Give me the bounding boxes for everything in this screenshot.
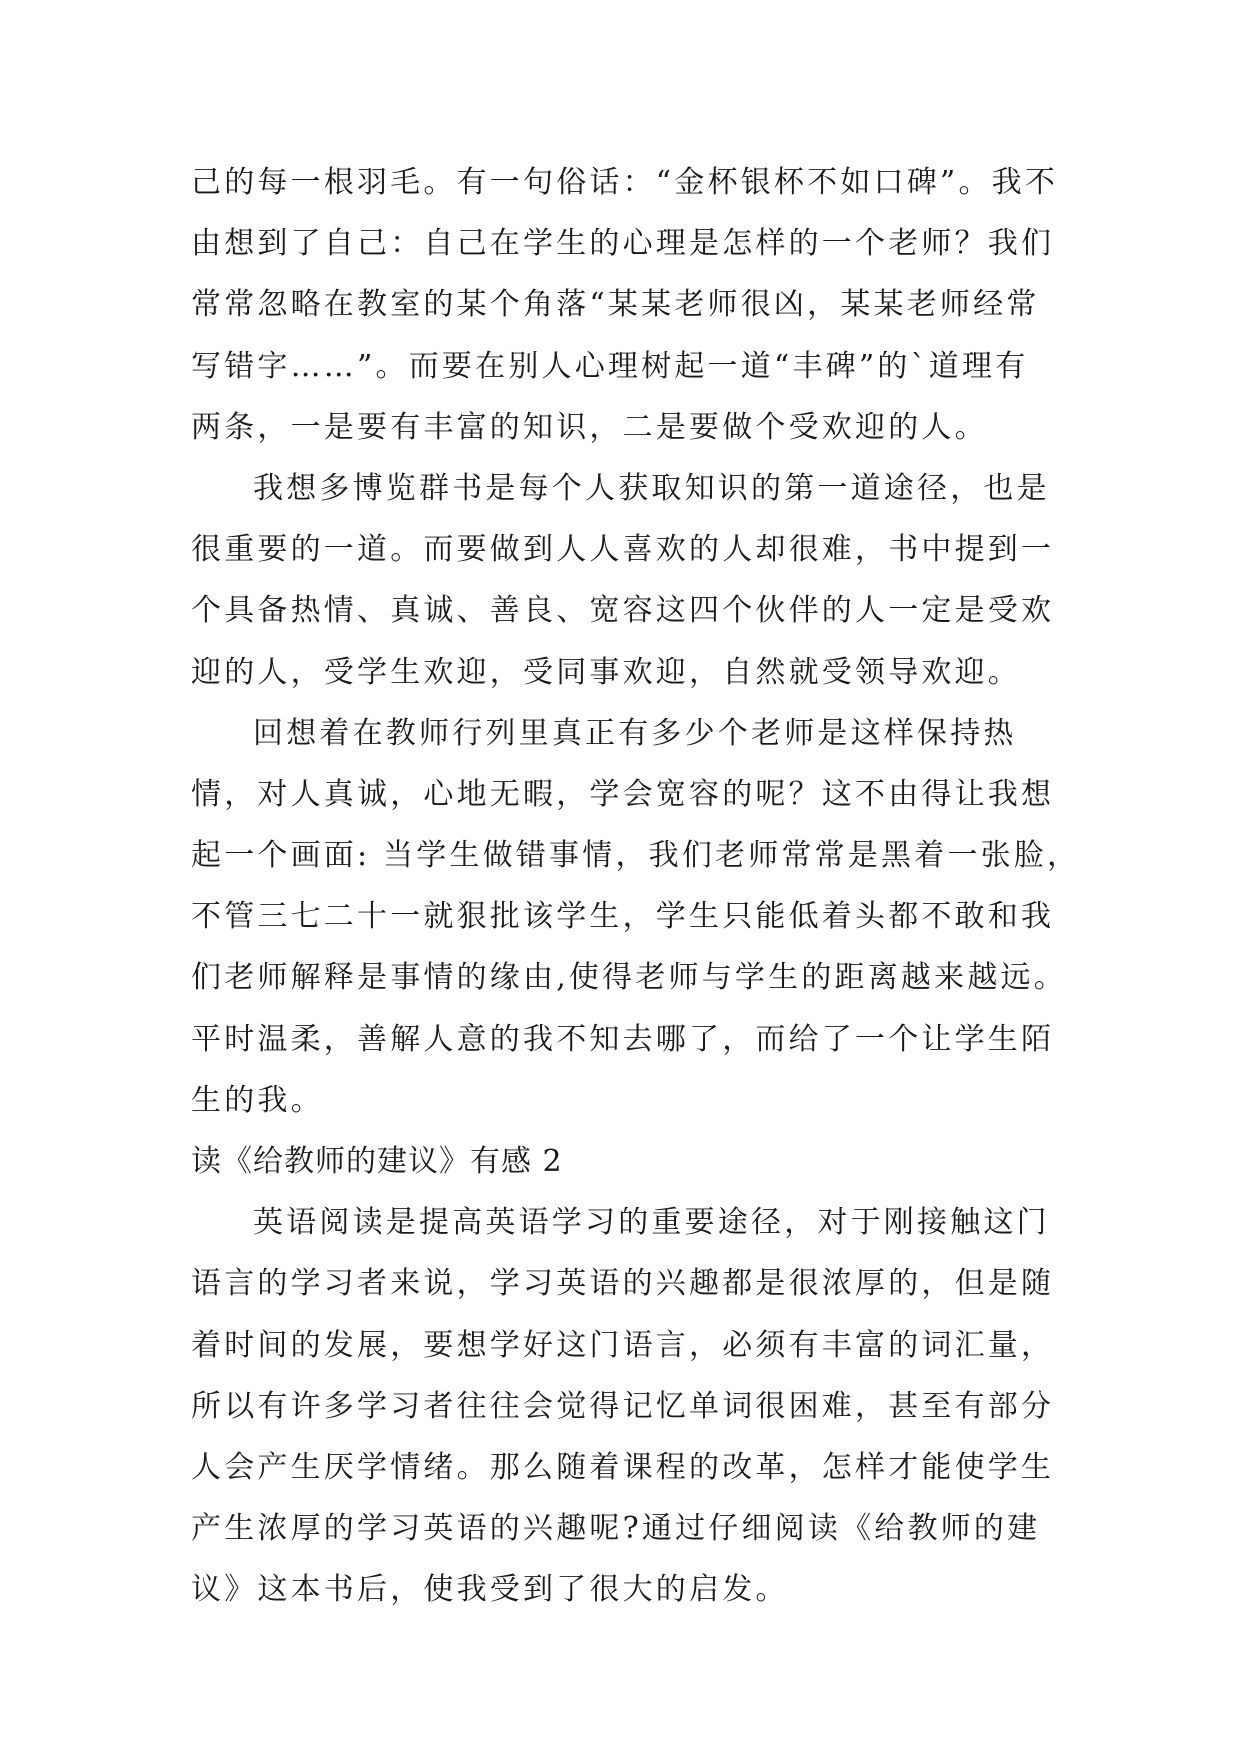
text-line: 写错字……”。而要在别人心理树起一道“丰碑”的`道理有 [191,348,1029,384]
text-line: 两条，一是要有丰富的知识，二是要做个受欢迎的人。 [191,409,988,445]
text-line: 常常忽略在教室的某个角落“某某老师很凶，某某老师经常 [191,287,1040,323]
text-line: 们老师解释是事情的缘由,使得老师与学生的距离越来越远。 [191,960,1067,996]
text-line: 所以有许多学习者往往会觉得记忆单词很困难，甚至有部分 [191,1388,1055,1424]
text-line: 不管三七二十一就狠批该学生，学生只能低着头都不敢和我 [191,899,1055,935]
text-line: 个具备热情、真诚、善良、宽容这四个伙伴的人一定是受欢 [191,593,1055,629]
text-line: 很重要的一道。而要做到人人喜欢的人却很难，书中提到一 [191,532,1055,568]
text-line: 迎的人，受学生欢迎，受同事欢迎，自然就受领导欢迎。 [191,654,1021,690]
section-heading: 读《给教师的建议》有感 2 [191,1144,563,1179]
paragraph-first-line: 回想着在教师行列里真正有多少个老师是这样保持热 [253,715,1017,751]
text-line: 情，对人真诚，心地无暇，学会宽容的呢？这不由得让我想 [191,776,1055,812]
text-line: 生的我。 [191,1082,324,1118]
text-line: 着时间的发展，要想学好这门语言，必须有丰富的词汇量， [191,1327,1055,1363]
document-page [191,152,1081,1621]
text-line: 起一个画面: 当学生做错事情，我们老师常常是黑着一张脸， [191,838,1081,874]
text-line: 人会产生厌学情绪。那么随着课程的改革，怎样才能使学生 [191,1449,1055,1485]
paragraph-first-line: 我想多博览群书是每个人获取知识的第一道途径，也是 [253,470,1050,506]
paragraph-first-line: 英语阅读是提高英语学习的重要途径，对于刚接触这门 [253,1205,1050,1241]
text-line: 平时温柔，善解人意的我不知去哪了，而给了一个让学生陌 [191,1021,1055,1057]
text-line: 己的每一根羽毛。有一句俗话：“金杯银杯不如口碑”。我不 [191,165,1059,200]
text-line: 产生浓厚的学习英语的兴趣呢?通过仔细阅读《给教师的建 [191,1511,1041,1547]
text-line: 由想到了自己：自己在学生的心理是怎样的一个老师？我们 [191,226,1055,262]
text-line: 语言的学习者来说，学习英语的兴趣都是很浓厚的，但是随 [191,1266,1055,1302]
text-line: 议》这本书后，使我受到了很大的启发。 [191,1572,789,1608]
